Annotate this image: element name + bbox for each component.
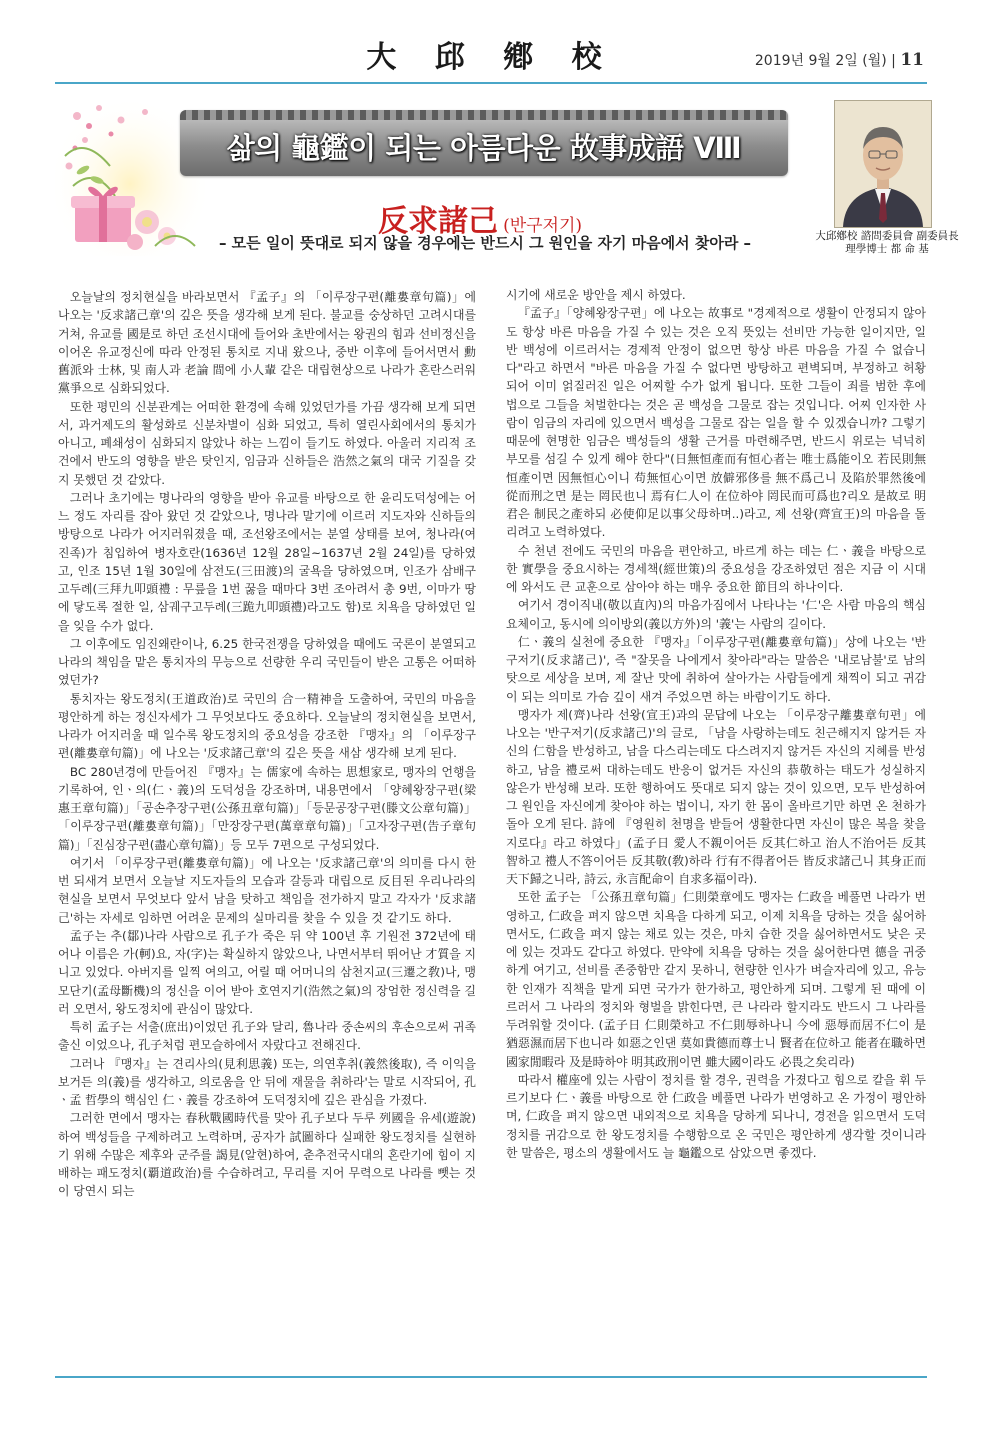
paragraph: 그러한 면에서 맹자는 春秋戰國時代를 맞아 孔子보다 두루 列國을 유세(遊說)하여 백성들을 구제하려고 노력하며, 공자가 試圖하다 실패한 왕도정치를 실현하기 위해 수많은 제후와 군주를 謁見(알현)하여, 춘추전국시대의 혼란기에 힘이 지배하는 패도정치(覇道政治)를 수습하려고, 무리를 지어 무력으로 나라를 뺏는 것이 당연시 되는 (58, 1111, 476, 1199)
paragraph: 맹자가 제(齊)나라 선왕(宣王)과의 문답에 나오는 「이루장구離婁章句편」에 나오는 '반구저기(反求諸己)'의 글로, 「남을 사랑하는데도 친근해지지 않거든 자신의 仁함을 반성하고, 남을 다스리는데도 다스려지지 않거든 자신의 지혜를 반성하고, 남을 禮로써 대하는데도 반응이 없거든 자신의 恭敬하는 태도가 성실하지 않은가 반성해 보라. 또한 행하여도 뜻대로 되지 않는 것이 있으면, 모두 반성하여 그 원인을 자신에게 찾아야 하는 법이니, 자기 한 몸이 올바르기만 하면 온 천하가 돌아 오게 된다. 詩에 『영원히 천명을 받들어 생활한다면 자신이 많은 복을 찾을 지로다』라고 하였다」(孟子日 愛人不親이어든 反其仁하고 治人不治어든 反其智하고 禮人不答이어든 反其敬(敎)하라 行有不得者어든 皆反求諸己니 其身正而天下歸之니라, 詩云, 永言配命이 自求多福이라). (506, 707, 926, 886)
publication-date (755, 50, 924, 70)
article-column-left (58, 288, 476, 1201)
paragraph: 그러나 초기에는 명나라의 영향을 받아 유교를 바탕으로 한 윤리도덕성에는 어느 정도 자리를 잡아 왔던 것 같았으나, 명나라 말기에 이르러 지도자와 신하들의 방탕으로 나라가 어지러워졌을 때, 조선왕조에서는 분열 상태를 보여, 청나라(여진족)가 침입하여 병자호란(1636년 12월 28일~1637년 2월 24일)를 당하였고, 인조 15년 1월 30일에 삼전도(三田渡)의 굴욕을 당하였으며, 인조가 삼배구고두례(三拜九叩頭禮 : 무릎을 1번 꿇을 때마다 3번 조아려서 총 9번, 이마가 땅에 닿도록 절한 일, 삼궤구고두례(三跪九叩頭禮)라고도 함)로 치욕을 당하였던 일을 잊을 수가 없다. (58, 490, 476, 633)
article-column-right (506, 286, 926, 1162)
paragraph: 여기서 경이직내(敬以直內)의 마음가짐에서 나타나는 '仁'은 사람 마음의 핵심 요체이고, 동시에 의이방외(義以方外)의 '義'는 사람의 길이다. (506, 598, 926, 631)
series-title-banner (180, 110, 788, 176)
series-title: 삶의 龜鑑이 되는 아름다운 故事成語 Ⅷ (226, 131, 742, 165)
page-number: 11 (900, 50, 924, 70)
date-text: 2019년 9월 2일 (월) (754, 53, 887, 69)
footer-rule (55, 1376, 927, 1378)
paragraph: 그 이후에도 임진왜란이나, 6.25 한국전쟁을 당하였을 때에도 국론이 분열되고 나라의 책임을 맡은 통치자의 무능으로 선량한 우리 국민들이 받은 고통은 어떠하였던가? (58, 636, 476, 688)
author-credit (812, 230, 962, 256)
paragraph: 그러나 『맹자』는 견리사의(見利思義) 또는, 의연후취(義然後取), 즉 이익을 보거든 의(義)를 생각하고, 의로움을 안 뒤에 재물을 취하라'는 말로 시작되어, 孔ㆍ孟 哲學의 핵심인 仁ㆍ義를 강조하여 도덕정치에 깊은 관심을 가졌다. (58, 1056, 476, 1107)
paragraph: BC 280년경에 만들어진 『맹자』는 儒家에 속하는 思想家로, 맹자의 언행을 기록하여, 인ㆍ의(仁ㆍ義)의 도덕성을 강조하며, 내용면에서 「양혜왕장구편(梁惠王章句篇)」「공손추장구편(公孫丑章句篇)」「등문공장구편(滕文公章句篇)」「이루장구편(離婁章句篇)」「만장장구편(萬章章句篇)」「고자장구편(告子章句篇)」「진심장구편(盡心章句篇)」등 모두 7편으로 구성되었다. (58, 764, 476, 852)
idiom-reading: (반구저기) (503, 216, 583, 236)
author-portrait-illustration (835, 101, 931, 227)
paragraph: 특히 孟子는 서출(庶出)이었던 孔子와 달리, 魯나라 중손씨의 후손으로써 귀족출신 이었으나, 孔子처럼 편모슬하에서 자랐다고 전해진다. (58, 1020, 476, 1053)
author-affiliation: 大邱鄕校 諮問委員會 副委員長 (815, 230, 959, 242)
paragraph: 여기서 「이루장구편(離婁章句篇)」에 나오는 '反求諸己章'의 의미를 다시 한번 되새겨 보면서 오늘날 지도자들의 모습과 갈등과 대립으로 反目된 우리나라의 현실을 보면서 무엇보다 앞서 남을 탓하고 책임을 전가하지 말고 각자가 '反求諸己'하는 자세로 임하면 어려운 문제의 실마리를 찾을 수 있을 것 같기도 하다. (58, 855, 476, 925)
roof-eaves-decoration (180, 110, 788, 120)
paragraph: 仁ㆍ義의 실천에 중요한 『맹자』「이루장구편(離婁章句篇)」상에 나오는 '반구저기(反求諸己)', 즉 "잘못을 나에게서 찾아라"라는 말씀은 '내로남불'로 남의 탓으로 세상을 보며, 제 잘난 맛에 취하여 살아가는 사람들에게 채찍이 되고 귀감이 되는 의미로 가슴 깊이 새겨 주었으면 하는 바람이기도 하다. (506, 634, 926, 704)
idiom-hanja: 反求諸己 (377, 204, 498, 239)
paragraph: 통치자는 왕도정치(王道政治)로 국민의 合一精神을 도출하여, 국민의 마음을 평안하게 하는 정신자세가 그 무엇보다도 중요하다. 오늘날의 정치현실을 보면서, 나라가 어지러울 때 일수록 왕도정치의 중요성을 강조한 『맹자』의 「이루장구편(離婁章句篇)」에 나오는 '反求諸己章'의 깊은 뜻을 새삼 생각해 보게 된다. (58, 691, 476, 761)
paragraph: 또한 평민의 신분관계는 어떠한 환경에 속해 있었던가를 가끔 생각해 보게 되면서, 과거제도의 활성화로 신분차별이 심화 되었고, 특히 열린사회에서의 통치가 아니고, 폐쇄성이 심화되지 않았나 하는 느낌이 들기도 하였다. 아울러 지리적 조건에서 반도의 영향을 받은 탓인지, 임금과 신하들은 浩然之氣의 대국 기질을 갖지 못했던 것 같았다. (58, 399, 476, 487)
paragraph-continuation: 시기에 새로운 방안을 제시 하였다. (506, 288, 686, 302)
paragraph: 수 천년 전에도 국민의 마음을 편안하고, 바르게 하는 데는 仁ㆍ義을 바탕으로 한 實學을 중요시하는 경세책(經世策)의 중요성을 강조하였던 점은 지금 이 시대에 와서도 큰 교훈으로 삼아야 하는 매우 중요한 節目의 하나이다. (506, 543, 926, 594)
author-name: 理學博士 都 命 基 (845, 243, 929, 255)
paragraph: 『孟子』「양혜왕장구편」에 나오는 故事로 "경제적으로 생활이 안정되지 않아도 항상 바른 마음을 가질 수 있는 것은 오직 뜻있는 선비만 가능한 일이지만, 일반 백성에 이르러서는 경제적 안정이 없으면 항상 바른 마음을 가질 수 없습니다"라고 하면서 "바른 마음을 가질 수 없다면 방탕하고 편벽되며, 부정하고 허황되어 이미 얽질러진 일은 어찌할 수가 없게 됩니다. 또한 그들이 죄를 범한 후에 법으로 그들을 처벌한다는 것은 곧 백성을 그물로 잡는 것입니다. 어찌 인자한 사람이 임금의 자리에 있으면서 백성을 그물로 잡는 일을 할 수 있겠습니까? 그렇기 때문에 현명한 임금은 백성들의 생활 근거를 마련해주면, 반드시 위로는 넉넉히 부모를 섬길 수 있게 해야 한다"(日無恒產而有恒心者는 唯士爲能이오 若民則無恒產이면 因無恒心이니 苟無恒心이면 放僻邪侈를 無不爲己니 及陷於罪然後에 從而刑之면 是는 罔民也니 焉有仁人이 在位하야 罔民而可爲也?리오 是故로 明君은 制民之產하되 必使仰足以事父母하며..)라고, 제 선왕(齊宣王)의 마음을 돌리려고 노력하였다. (506, 306, 926, 540)
paragraph: 따라서 權座에 있는 사람이 정치를 할 경우, 권력을 가졌다고 힘으로 칼을 휘 두르기보다 仁ㆍ義를 바탕으로 한 仁政을 베풀면 나라가 번영하고 온 가정이 평안하며, 仁政을 펴지 않으면 내외적으로 치욕을 당하게 되나니, 경전을 읽으면서 도덕정치를 귀감으로 한 왕도정치를 수행함으로 온 국민은 평안하게 생각할 것이니라 한 말씀은, 평소의 생활에서도 늘 龜鑑으로 삼았으면 좋겠다. (506, 1072, 926, 1160)
header-rule (55, 82, 927, 84)
masthead (0, 30, 982, 80)
idiom-meaning: – 모든 일이 뜻대로 되지 않을 경우에는 반드시 그 원인을 자기 마음에서 찾아라 – (218, 234, 752, 252)
paragraph: 孟子는 추(鄒)나라 사람으로 孔子가 죽은 뒤 약 100년 후 기원전 372년에 태어나 이름은 가(軻)요, 자(字)는 확실하지 않았으나, 나면서부터 뛰어난 才質을 지니고 있었다. 아버지를 일찍 여의고, 어릴 때 어머니의 삼천지교(三遷之敎)나, 맹모단기(孟母斷機)의 정신을 이어 받아 호연지기(浩然之氣)의 장엄한 정신력을 길러 오면서, 왕도정치에 관심이 많았다. (58, 928, 476, 1016)
author-photo (834, 100, 932, 228)
paragraph: 또한 孟子는 「公孫丑章句篇」仁則榮章에도 맹자는 仁政을 베풀면 나라가 번영하고, 仁政을 펴지 않으면 치욕을 다하게 되고, 이제 치욕을 당하는 것을 싫어하면서도, 仁政을 펴지 않는 채로 있는 것은, 마치 습한 것을 싫어하면서도 낮은 곳에 있는 것과도 같다고 하였다. 만약에 치욕을 당하는 것을 싫어한다면 德을 귀중하게 여기고, 선비를 존중함만 같지 못하니, 현량한 인사가 벼슬자리에 있고, 유능한 인재가 직책을 맡게 되면 국가가 한가하고, 평안하게 되며. 그렇게 된 때에 이르러서 그 나라의 정치와 형벌을 밝힌다면, 큰 나라라 할지라도 반드시 그 나라를 두려워할 것이다. (孟子日 仁則榮하고 不仁則辱하나니 今에 惡辱而居不仁이 是猶惡濕而居下也니라 如惡之인댄 莫如貴德而尊士니 賢者在位하고 能者在職하면 國家閒暇라 及是時하야 明其政刑이면 雖大國이라도 必畏之矣리라) (506, 890, 926, 1069)
newspaper-name: 大 邱 鄕 校 (366, 40, 616, 75)
paragraph: 오늘날의 정치현실을 바라보면서 『孟子』의 「이루장구편(離婁章句篇)」에 나오는 '反求諸己章'의 깊은 뜻을 생각해 보게 된다. 불교를 숭상하던 고려시대를 거쳐, 유교를 國是로 하던 조선시대에 들어와 초반에서는 왕권의 힘과 선비정신을 이어온 유교정신에 따라 안정된 통치로 지내 왔으나, 중반 이후에 들어서면서 勳舊派와 士林, 및 南人과 老論 間에 小人輩 같은 대립현상으로 나라가 혼란스러워 黨爭으로 심화되었다. (58, 290, 476, 396)
date-separator: | (891, 53, 901, 69)
